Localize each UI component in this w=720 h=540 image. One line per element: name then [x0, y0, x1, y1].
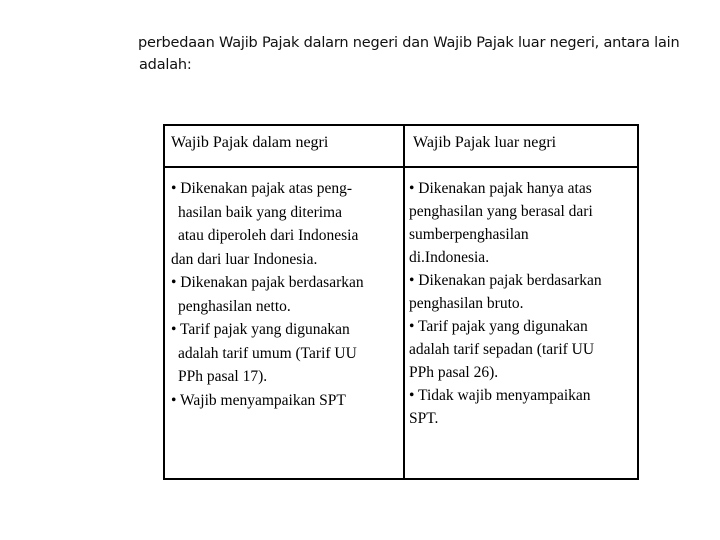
domestic-line: • Dikenakan pajak atas peng- — [171, 180, 353, 197]
foreign-line: • Tidak wajib menyampaikan — [409, 387, 591, 404]
intro-text — [138, 32, 708, 76]
cell-foreign-taxpayer — [409, 177, 635, 430]
cell-domestic-taxpayer — [171, 177, 399, 412]
foreign-line: adalah tarif sepadan (tarif UU — [409, 341, 595, 358]
foreign-line: • Tarif pajak yang digunakan — [409, 318, 588, 335]
domestic-line: atau diperoleh dari Indonesia — [178, 227, 359, 244]
foreign-line: penghasilan bruto. — [409, 295, 524, 312]
domestic-line: PPh pasal 17). — [178, 368, 268, 385]
domestic-line: • Tarif pajak yang digunakan — [171, 321, 350, 338]
domestic-line: • Wajib menyampaikan SPT — [171, 391, 346, 409]
intro-line-1: perbedaan Wajib Pajak dalarn negeri dan Wajib Pajak luar negeri, antara lain — [138, 35, 680, 51]
foreign-line: di.Indonesia. — [409, 249, 490, 266]
domestic-line: penghasilan netto. — [178, 297, 291, 315]
column-divider — [403, 126, 405, 478]
header-domestic-taxpayer: Wajib Pajak dalam negri — [171, 134, 329, 151]
foreign-line: PPh pasal 26). — [409, 364, 499, 381]
intro-line-2: adalah: — [139, 57, 192, 73]
foreign-line: • Dikenakan pajak berdasarkan — [409, 272, 602, 289]
domestic-line: adalah tarif umum (Tarif UU — [178, 344, 357, 362]
foreign-line: sumberpenghasilan — [409, 226, 529, 243]
domestic-line: hasilan baik yang diterima — [178, 203, 342, 221]
foreign-line: SPT. — [409, 410, 439, 427]
foreign-line: penghasilan yang berasal dari — [409, 203, 593, 220]
domestic-line: dan dari luar Indonesia. — [171, 250, 318, 268]
foreign-line: • Dikenakan pajak hanya atas — [409, 180, 592, 197]
comparison-table — [163, 124, 639, 480]
domestic-line: • Dikenakan pajak berdasarkan — [171, 274, 364, 291]
header-foreign-taxpayer: Wajib Pajak luar negri — [413, 134, 557, 151]
